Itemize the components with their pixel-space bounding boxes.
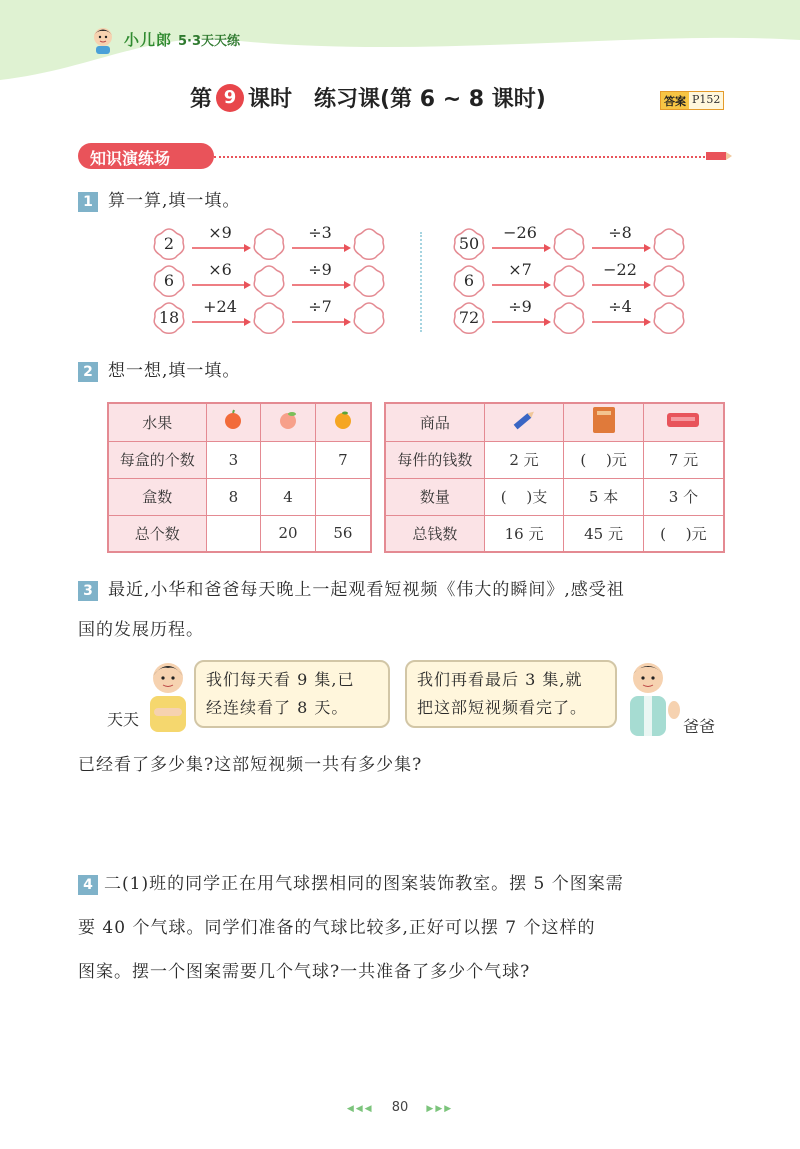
table-cell[interactable]: 5 本 — [564, 478, 644, 515]
flower-start-number: 72 — [458, 308, 480, 327]
table-cell[interactable]: 8 — [206, 478, 261, 515]
question-4-line-2: 要 40 个气球。同学们准备的气球比较多,正好可以摆 7 个这样的 — [78, 918, 596, 938]
table-row — [385, 478, 724, 515]
question-3-prompt: 已经看了多少集?这部短视频一共有多少集? — [78, 755, 423, 775]
operation-arrow — [188, 297, 252, 335]
lesson-title-text: 练习课(第 6 ~ 8 课时) — [314, 87, 546, 112]
flower-start-number: 18 — [158, 308, 180, 327]
speech-bubble-dad — [405, 660, 617, 728]
speaker-dad: 爸爸 — [683, 717, 716, 736]
speech-bubble-tiantian — [194, 660, 390, 728]
goods-table — [384, 402, 725, 553]
table-cell[interactable]: 2 元 — [484, 441, 564, 478]
answer-label: 答案 — [661, 92, 689, 109]
operation-label: ÷9 — [308, 260, 332, 279]
lesson-suffix: 课时 — [248, 87, 293, 112]
goods-col-pencil-case — [643, 403, 724, 441]
operation-label: +24 — [203, 297, 237, 316]
goods-table-header: 商品 — [385, 403, 484, 441]
question-3-line-1: 最近,小华和爸爸每天晚上一起观看短视频《伟大的瞬间》,感受祖 — [108, 580, 625, 600]
question-3-line-2: 国的发展历程。 — [78, 620, 204, 640]
page-footer — [0, 1100, 800, 1115]
brand-subtitle: 5·3天天练 — [178, 33, 241, 49]
table-cell[interactable]: ( )元 — [643, 515, 724, 552]
pencil-icon — [706, 150, 732, 162]
answer-flower[interactable] — [252, 264, 286, 298]
footer-right-arrows: ▶▶▶ — [426, 1104, 454, 1114]
table-cell[interactable] — [315, 478, 371, 515]
lesson-number-badge: 9 — [216, 84, 244, 112]
operation-label: ÷4 — [608, 297, 632, 316]
fruit-table — [107, 402, 372, 553]
operation-label: −22 — [603, 260, 637, 279]
question-1-number: 1 — [78, 192, 98, 212]
operation-arrow — [488, 223, 552, 261]
answer-flower[interactable] — [552, 227, 586, 261]
boy-tiantian-icon — [140, 656, 196, 732]
fruit-col-peach — [261, 403, 316, 441]
operation-arrow — [488, 297, 552, 335]
table-cell[interactable] — [261, 441, 316, 478]
answer-tag[interactable] — [660, 91, 724, 110]
question-4-line-3: 图案。摆一个图案需要几个气球?一共准备了多少个气球? — [78, 962, 531, 982]
operation-label: ÷9 — [508, 297, 532, 316]
table-row — [385, 515, 724, 552]
question-2-text: 想一想,填一填。 — [108, 361, 241, 381]
operation-label: ÷7 — [308, 297, 332, 316]
table-row — [385, 441, 724, 478]
operation-label: ×9 — [208, 223, 232, 242]
answer-page: P152 — [689, 92, 723, 109]
flower-start-number: 6 — [163, 271, 175, 290]
apple-icon — [222, 409, 244, 431]
pencil-icon — [510, 406, 538, 434]
lesson-title — [190, 82, 546, 113]
operation-arrow — [288, 297, 352, 335]
row-label: 每盒的个数 — [108, 441, 206, 478]
operation-arrow — [188, 260, 252, 298]
table-cell[interactable]: 56 — [315, 515, 371, 552]
boy-mascot-icon — [88, 24, 118, 54]
page-number: 80 — [391, 1100, 409, 1115]
table-cell[interactable]: 3 — [206, 441, 261, 478]
question-4-line-1: 二(1)班的同学正在用气球摆相同的图案装饰教室。摆 5 个图案需 — [104, 874, 624, 894]
bubble-line: 我们每天看 9 集,已 — [206, 670, 355, 689]
dad-icon — [620, 656, 682, 736]
operation-label: ×6 — [208, 260, 232, 279]
fruit-col-orange — [315, 403, 371, 441]
operation-label: ÷8 — [608, 223, 632, 242]
brand-name: 小儿郎 — [124, 30, 173, 49]
row-label: 总钱数 — [385, 515, 484, 552]
flower-start-number: 6 — [463, 271, 475, 290]
table-cell[interactable] — [206, 515, 261, 552]
q1-center-divider — [420, 232, 422, 332]
table-row — [108, 515, 371, 552]
table-cell[interactable]: 7 — [315, 441, 371, 478]
operation-arrow — [588, 260, 652, 298]
table-cell[interactable]: 3 个 — [643, 478, 724, 515]
table-cell[interactable]: 16 元 — [484, 515, 564, 552]
question-3-number: 3 — [78, 581, 98, 601]
operation-arrow — [288, 260, 352, 298]
answer-flower[interactable] — [352, 264, 386, 298]
footer-left-arrows: ◀◀◀ — [346, 1104, 374, 1114]
question-4-number: 4 — [78, 875, 98, 895]
goods-col-notebook — [564, 403, 644, 441]
answer-flower[interactable] — [252, 301, 286, 335]
operation-arrow — [188, 223, 252, 261]
row-label: 每件的钱数 — [385, 441, 484, 478]
table-cell[interactable]: 20 — [261, 515, 316, 552]
answer-flower[interactable] — [252, 227, 286, 261]
operation-label: ×7 — [508, 260, 532, 279]
table-cell[interactable]: ( )支 — [484, 478, 564, 515]
section-divider — [214, 156, 709, 158]
pencil-case-icon — [665, 409, 701, 431]
answer-flower[interactable] — [652, 227, 686, 261]
answer-flower[interactable] — [552, 301, 586, 335]
lesson-prefix: 第 — [190, 87, 213, 112]
notebook-icon — [591, 405, 617, 435]
speaker-tiantian: 天天 — [107, 710, 140, 729]
table-cell[interactable]: 7 元 — [643, 441, 724, 478]
table-cell[interactable]: 4 — [261, 478, 316, 515]
fruit-col-apple — [206, 403, 261, 441]
row-label: 总个数 — [108, 515, 206, 552]
peach-icon — [277, 409, 299, 431]
brand — [88, 24, 240, 54]
operation-arrow — [488, 260, 552, 298]
table-row — [108, 478, 371, 515]
bubble-line: 经连续看了 8 天。 — [206, 698, 349, 717]
operation-arrow — [588, 223, 652, 261]
bubble-line: 我们再看最后 3 集,就 — [417, 670, 583, 689]
answer-flower[interactable] — [652, 301, 686, 335]
operation-label: −26 — [503, 223, 537, 242]
table-cell[interactable]: ( )元 — [564, 441, 644, 478]
operation-label: ÷3 — [308, 223, 332, 242]
section-banner: 知识演练场 — [78, 143, 214, 169]
operation-arrow — [288, 223, 352, 261]
row-label: 盒数 — [108, 478, 206, 515]
table-row — [108, 441, 371, 478]
row-label: 数量 — [385, 478, 484, 515]
table-cell[interactable]: 45 元 — [564, 515, 644, 552]
flower-start-number: 50 — [458, 234, 480, 253]
answer-flower[interactable] — [652, 264, 686, 298]
answer-flower[interactable] — [352, 227, 386, 261]
question-1-text: 算一算,填一填。 — [108, 191, 241, 211]
answer-flower[interactable] — [352, 301, 386, 335]
answer-flower[interactable] — [552, 264, 586, 298]
orange-icon — [332, 409, 354, 431]
flower-start-number: 2 — [163, 234, 175, 253]
question-2-number: 2 — [78, 362, 98, 382]
operation-arrow — [588, 297, 652, 335]
fruit-table-header: 水果 — [108, 403, 206, 441]
goods-col-pencil — [484, 403, 564, 441]
bubble-line: 把这部短视频看完了。 — [417, 698, 588, 717]
